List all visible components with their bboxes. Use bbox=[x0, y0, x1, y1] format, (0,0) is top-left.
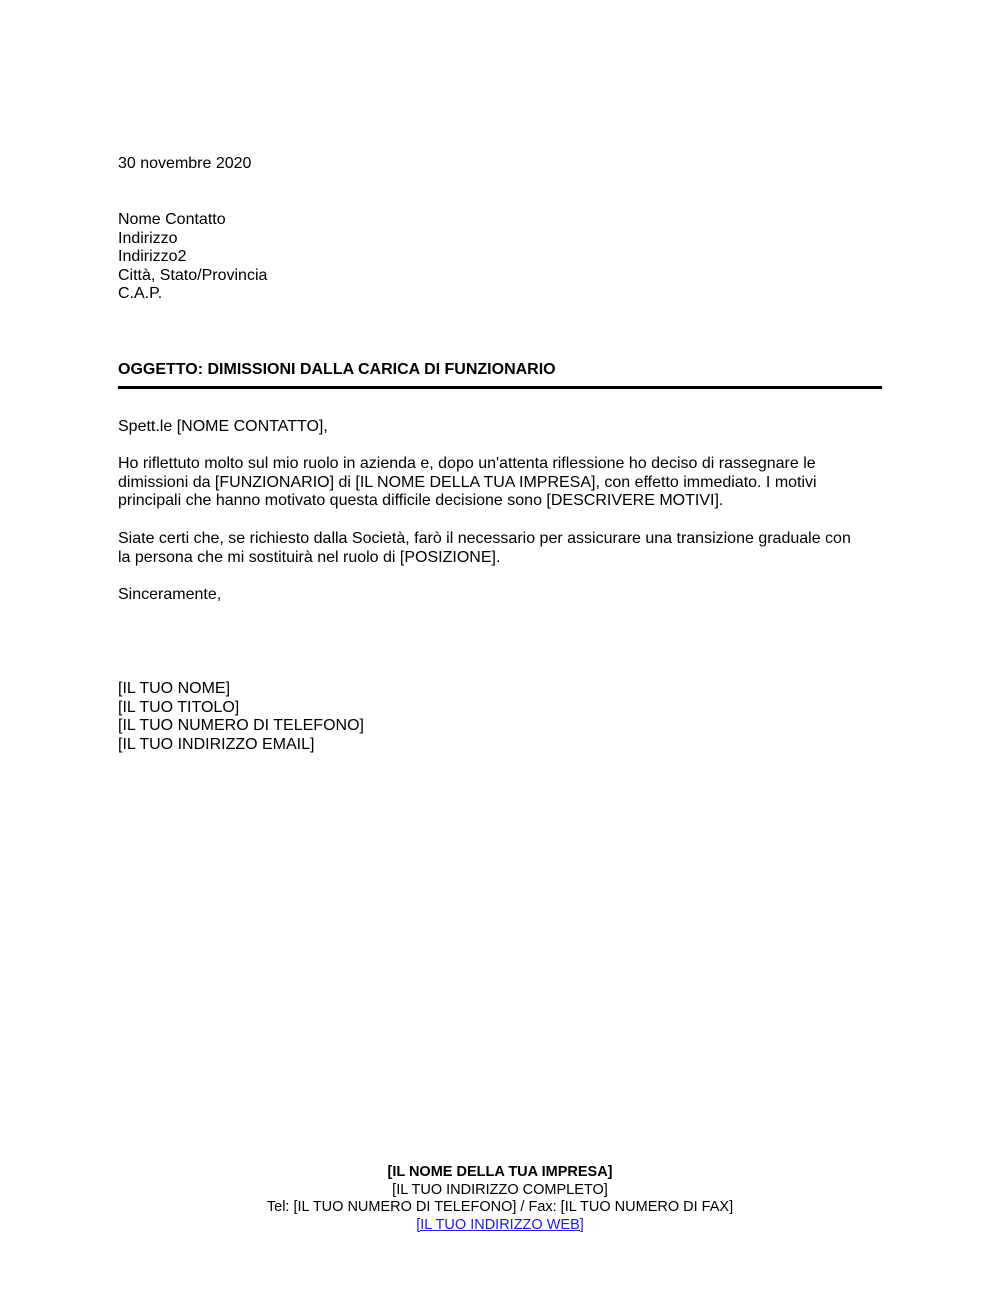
body-paragraph-2 bbox=[118, 530, 882, 567]
recipient-address-line1: Indirizzo bbox=[118, 229, 178, 247]
footer-company-name: [IL NOME DELLA TUA IMPRESA] bbox=[387, 1164, 613, 1180]
footer-contact: Tel: [IL TUO NUMERO DI TELEFONO] / Fax: [IL TUO NUMERO DI FAX] bbox=[266, 1199, 734, 1215]
paragraph-line: principali che hanno motivato questa difficile decisione sono [DESCRIVERE MOTIVI]. bbox=[118, 492, 724, 510]
recipient-address-line2: Indirizzo2 bbox=[118, 248, 187, 266]
footer-website-link[interactable]: [IL TUO INDIRIZZO WEB] bbox=[416, 1216, 584, 1233]
recipient-name: Nome Contatto bbox=[118, 211, 226, 228]
letter-footer bbox=[0, 1164, 1000, 1234]
recipient-city-state: Città, Stato/Provincia bbox=[118, 266, 268, 284]
signature-phone: [IL TUO NUMERO DI TELEFONO] bbox=[118, 717, 364, 735]
salutation bbox=[118, 418, 328, 437]
closing-text: Sinceramente, bbox=[118, 586, 222, 603]
signature-email: [IL TUO INDIRIZZO EMAIL] bbox=[118, 735, 315, 753]
signature-block bbox=[118, 680, 364, 754]
paragraph-line: Ho riflettuto molto sul mio ruolo in azienda e, dopo un'attenta riflessione ho deciso di rassegnare le bbox=[118, 455, 816, 472]
recipient-address bbox=[118, 211, 267, 304]
paragraph-line: Siate certi che, se richiesto dalla Società, farò il necessario per assicurare una transizione graduale con bbox=[118, 530, 851, 547]
footer-address: [IL TUO INDIRIZZO COMPLETO] bbox=[392, 1181, 608, 1198]
recipient-postal-code: C.A.P. bbox=[118, 285, 163, 303]
letter-date bbox=[118, 155, 251, 174]
signature-name: [IL TUO NOME] bbox=[118, 680, 231, 697]
paragraph-line: dimissioni da [FUNZIONARIO] di [IL NOME DELLA TUA IMPRESA], con effetto immediato. I motivi bbox=[118, 473, 817, 491]
salutation-text: Spett.le [NOME CONTATTO], bbox=[118, 418, 328, 435]
signature-title: [IL TUO TITOLO] bbox=[118, 698, 240, 716]
letter-subject: OGGETTO: DIMISSIONI DALLA CARICA DI FUNZIONARIO bbox=[118, 361, 556, 378]
subject-divider bbox=[118, 386, 882, 389]
closing bbox=[118, 586, 221, 605]
date-text: 30 novembre 2020 bbox=[118, 155, 252, 172]
paragraph-line: la persona che mi sostituirà nel ruolo di [POSIZIONE]. bbox=[118, 548, 501, 566]
body-paragraph-1 bbox=[118, 455, 882, 511]
